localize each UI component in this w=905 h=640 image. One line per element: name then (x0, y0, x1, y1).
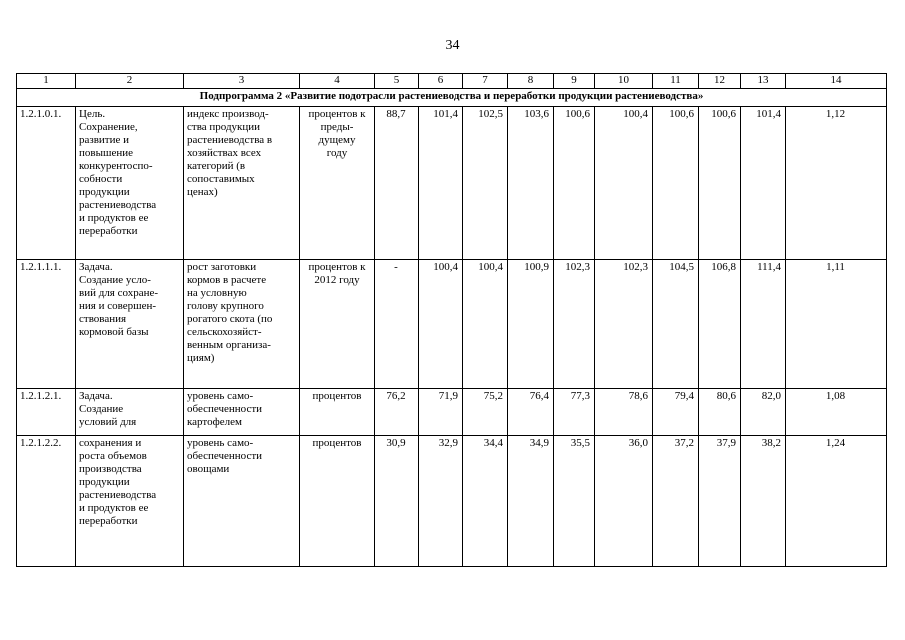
value-cell: 111,4 (741, 260, 786, 389)
cell-line: циям) (187, 352, 215, 364)
table-row (17, 260, 887, 389)
value-cell: 100,6 (554, 107, 595, 260)
goal-cell (76, 107, 184, 260)
value-cell: 34,4 (463, 436, 508, 567)
cell-line: Задача. (79, 261, 113, 273)
value-cell: 76,2 (375, 389, 419, 436)
column-header: 4 (300, 74, 375, 89)
cell-line: Сохранение, (79, 121, 138, 133)
column-header: 2 (76, 74, 184, 89)
cell-line: сохранения и (79, 437, 142, 449)
row-code: 1.2.1.1.1. (17, 260, 76, 389)
value-cell: 100,4 (595, 107, 653, 260)
cell-line: растениеводства (79, 489, 157, 501)
value-cell: 103,6 (508, 107, 554, 260)
cell-line: Создание (79, 403, 124, 415)
cell-line: переработки (79, 225, 138, 237)
value-cell: 38,2 (741, 436, 786, 567)
cell-line: растениеводства (79, 199, 157, 211)
value-cell: 100,6 (699, 107, 741, 260)
cell-line: индекс производ- (187, 108, 269, 120)
cell-line: преды- (320, 121, 354, 133)
cell-line: ствования (79, 313, 127, 325)
value-cell: 75,2 (463, 389, 508, 436)
indicator-table (16, 73, 887, 567)
cell-line: развитие и (79, 134, 130, 146)
value-cell: 100,6 (653, 107, 699, 260)
cell-line: рост заготовки (187, 261, 257, 273)
value-cell: 101,4 (741, 107, 786, 260)
value-cell: 101,4 (419, 107, 463, 260)
cell-line: картофелем (187, 416, 242, 428)
subprogram-title: Подпрограмма 2 «Развитие подотрасли растениеводства и переработки продукции растениеводства» (17, 89, 887, 107)
cell-line: и продуктов ее (79, 212, 149, 224)
cell-line: кормовой базы (79, 326, 149, 338)
cell-line: венным организа- (187, 339, 271, 351)
page-number: 34 (445, 38, 460, 53)
cell-line: продукции (79, 186, 130, 198)
column-header: 10 (595, 74, 653, 89)
cell-line: ния и совершен- (79, 300, 157, 312)
value-cell: 1,08 (786, 389, 887, 436)
cell-line: процентов (312, 437, 362, 449)
value-cell: 102,3 (595, 260, 653, 389)
value-cell: 100,9 (508, 260, 554, 389)
value-cell: 104,5 (653, 260, 699, 389)
value-cell: - (375, 260, 419, 389)
cell-line: Задача. (79, 390, 113, 402)
unit-cell (300, 436, 375, 567)
cell-line: процентов к (308, 261, 366, 273)
column-header: 12 (699, 74, 741, 89)
value-cell: 106,8 (699, 260, 741, 389)
cell-line: Создание усло- (79, 274, 151, 286)
cell-line: кормов в расчете (187, 274, 267, 286)
cell-line: конкурентоспо- (79, 160, 153, 172)
cell-line: категорий (в (187, 160, 246, 172)
cell-line: переработки (79, 515, 138, 527)
cell-line: процентов (312, 390, 362, 402)
row-code: 1.2.1.2.1. (17, 389, 76, 436)
cell-line: году (326, 147, 348, 159)
column-header: 8 (508, 74, 554, 89)
column-header: 6 (419, 74, 463, 89)
cell-line: повышение (79, 147, 133, 159)
value-cell: 34,9 (508, 436, 554, 567)
value-cell: 1,12 (786, 107, 887, 260)
value-cell: 76,4 (508, 389, 554, 436)
column-header: 13 (741, 74, 786, 89)
indicator-cell (184, 436, 300, 567)
cell-line: хозяйствах всех (187, 147, 262, 159)
value-cell: 37,2 (653, 436, 699, 567)
value-cell: 77,3 (554, 389, 595, 436)
column-header: 3 (184, 74, 300, 89)
column-header: 11 (653, 74, 699, 89)
column-number-row (17, 74, 887, 89)
value-cell: 78,6 (595, 389, 653, 436)
column-header: 7 (463, 74, 508, 89)
cell-line: обеспеченности (187, 450, 263, 462)
goal-cell (76, 260, 184, 389)
row-code: 1.2.1.2.2. (17, 436, 76, 567)
value-cell: 80,6 (699, 389, 741, 436)
value-cell: 100,4 (463, 260, 508, 389)
cell-line: сельскохозяйст- (187, 326, 262, 338)
column-header: 9 (554, 74, 595, 89)
cell-line: роста объемов (79, 450, 147, 462)
value-cell: 37,9 (699, 436, 741, 567)
column-header: 14 (786, 74, 887, 89)
cell-line: ценах) (187, 186, 218, 198)
value-cell: 71,9 (419, 389, 463, 436)
table-row (17, 107, 887, 260)
value-cell: 102,5 (463, 107, 508, 260)
value-cell: 32,9 (419, 436, 463, 567)
value-cell: 88,7 (375, 107, 419, 260)
goal-cell (76, 389, 184, 436)
cell-line: продукции (79, 476, 130, 488)
cell-line: уровень само- (187, 437, 254, 449)
goal-cell (76, 436, 184, 567)
cell-line: вий для сохране- (79, 287, 159, 299)
cell-line: уровень само- (187, 390, 254, 402)
cell-line: собности (79, 173, 123, 185)
cell-line: на условную (187, 287, 247, 299)
cell-line: голову крупного (187, 300, 264, 312)
indicator-cell (184, 389, 300, 436)
cell-line: условий для (79, 416, 137, 428)
value-cell: 79,4 (653, 389, 699, 436)
value-cell: 1,11 (786, 260, 887, 389)
cell-line: дущему (318, 134, 356, 146)
cell-line: Цель. (79, 108, 106, 120)
value-cell: 102,3 (554, 260, 595, 389)
unit-cell (300, 107, 375, 260)
unit-cell (300, 260, 375, 389)
value-cell: 30,9 (375, 436, 419, 567)
table-row (17, 389, 887, 436)
cell-line: процентов к (308, 108, 366, 120)
value-cell: 36,0 (595, 436, 653, 567)
subprogram-row (17, 89, 887, 107)
cell-line: овощами (187, 463, 230, 475)
cell-line: 2012 году (314, 274, 360, 286)
cell-line: растениеводства в (187, 134, 273, 146)
cell-line: сопоставимых (187, 173, 255, 185)
cell-line: обеспеченности (187, 403, 263, 415)
cell-line: производства (79, 463, 142, 475)
cell-line: рогатого скота (по (187, 313, 273, 325)
value-cell: 1,24 (786, 436, 887, 567)
column-header: 5 (375, 74, 419, 89)
row-code: 1.2.1.0.1. (17, 107, 76, 260)
unit-cell (300, 389, 375, 436)
value-cell: 100,4 (419, 260, 463, 389)
table-row (17, 436, 887, 567)
value-cell: 35,5 (554, 436, 595, 567)
value-cell: 82,0 (741, 389, 786, 436)
indicator-cell (184, 107, 300, 260)
cell-line: ства продукции (187, 121, 261, 133)
cell-line: и продуктов ее (79, 502, 149, 514)
column-header: 1 (17, 74, 76, 89)
indicator-cell (184, 260, 300, 389)
